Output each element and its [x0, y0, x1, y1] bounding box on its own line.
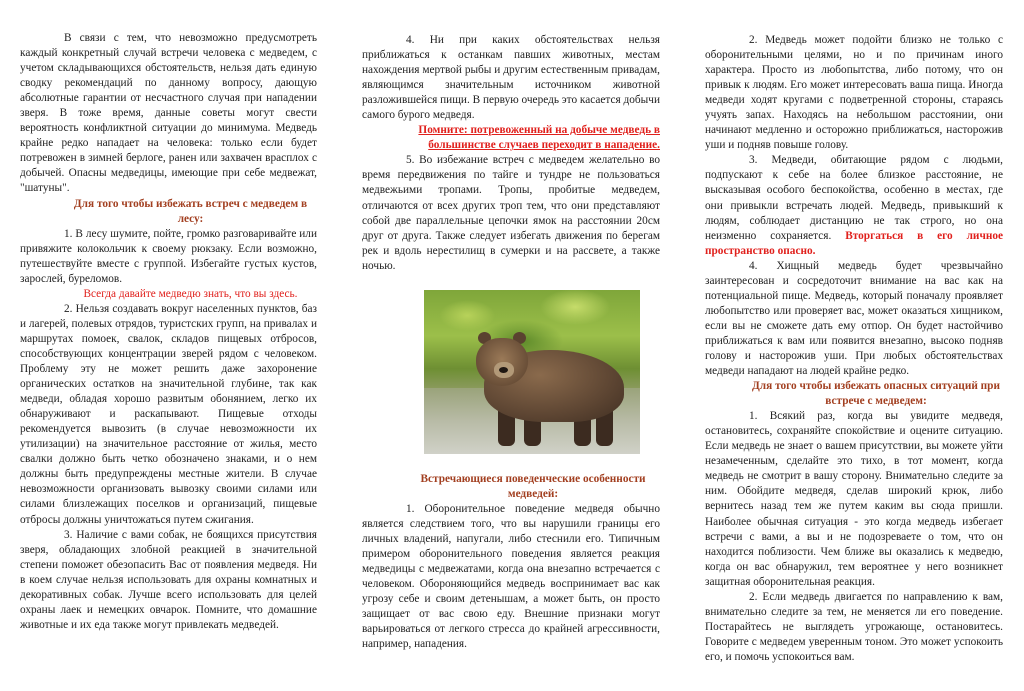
rule-item-2: 2. Нельзя создавать вокруг населенных пунктов, баз и лагерей, полевых отрядов, туристских групп, на привалах и маршрутах помоек, свалок, складов пищевых отбросов, способствующих концентрации зверей рядом с человеком. Проблему эту не может решить даже захоронение органических остатков на значительной глубине, так как медведи, обладая хорошо развитым обонянием, легко их обнаруживают и раскапывают. Пищевые отходы рекомендуется вывозить (в случае невозможности их утилизации) на значительное расстояние от жилья, место свалки должно быть четко обозначено знаками, и о нем должны быть предупреждены местные жители. В случае невозможности организовать вывозку своими силами или силами близлежащих поселков и организаций, пищевые отбросы должны уничтожаться путем сжигания. — [20, 302, 317, 526]
rule-item-1: 1. В лесу шумите, пойте, громко разговаривайте или привяжите колокольчик к своему рюкзаку. Если возможно, путешествуйте вместе с группой. Избегайте густых кустов, зарослей, буреломов. — [20, 227, 317, 285]
behavior-item-1: 1. Оборонительное поведение медведя обычно является следствием того, что вы нарушили границы его личных владений, напугали, либо стеснили его. Типичным примером оборонительного поведения является реакция медведицы с медвежатами, когда она внезапно встречается с человеком. Обороняющийся медведь воспринимает вас как угрозу себе и своим детенышам, а может быть, он просто защищает от вас свою еду. Внешние признаки могут варьироваться от легкого стресса до крайней агрессивности, например, нападения. — [362, 502, 660, 651]
tip-item-1: 1. Всякий раз, когда вы увидите медведя, остановитесь, сохраняйте спокойствие и оцените ситуацию. Если медведь не знает о вашем присутствии, вы можете уйти незамеченным, сделайте это тихо, в тот момент, когда медведь не смотрит в вашу сторону. Внимательно следите за ним. Обойдите медведя, сделав широкий крюк, либо вернитесь назад тем же путем каким вы сюда пришли. Наиболее обычная ситуация - это когда медведь избегает встречи с вами, а вы и не подозреваете о том, что он находится поблизости. Чем ближе вы оказались к медведю, когда он вас обнаружил, тем вероятнее у него возникнет защитная оборонительная реакция. — [705, 410, 1003, 588]
column-left — [20, 31, 317, 633]
rule-item-3: 3. Наличие с вами собак, не боящихся присутствия зверя, обладающих злобной реакцией в значительной степени поможет обезопасить Вас от появления медведя. Ни в коем случае нельзя использовать для охраны комнатных и декоративных собак. Лучше всего использовать для целей охраны лаек и немецких овчарок. Помните, что домашние животные и их еда также могут привлекать медведей. — [20, 528, 317, 631]
column-right — [705, 33, 1003, 665]
bear-nose — [499, 367, 508, 373]
brown-bear-photo — [424, 290, 640, 454]
section-heading-behavior: Встречающиеся поведенческие особенности медведей: — [420, 472, 646, 500]
section-heading-dangerous-situations: Для того чтобы избежать опасных ситуаций при встрече с медведем: — [752, 380, 1000, 408]
personal-space-warning: Вторгаться в его личное пространство опасно. — [705, 229, 1003, 257]
section-heading-forest: Для того чтобы избежать встреч с медведем в лесу: — [73, 197, 308, 225]
tip-item-2: 2. Если медведь двигается по направлению к вам, внимательно следите за тем, не меняется ли его поведение. Постарайтесь не выглядеть угрожающе, остановитесь. Говорите с медведем уверенным тоном. Это может успокоить его, и помочь успокоиться вам. — [705, 590, 1003, 663]
behavior-item-3-text: 3. Медведи, обитающие рядом с людьми, подпускают к себе на более близкое расстояние, не высказывая особого беспокойства, особенно в местах, где они привыкли встречать людей. Медведь, привыкший к людям, соблюдает дистанцию не так строго, но она неизменно сохраняется. — [705, 154, 1003, 242]
intro-paragraph: В связи с тем, что невозможно предусмотреть каждый конкретный случай встречи человека с медведем, с учетом складывающихся обстоятельств, нельзя дать единую сводку рекомендаций по данному вопросу, дающую абсолютные гарантии от несчастного случая при нападении зверя. В тоже время, данные советы могут свести вероятность конфликтной ситуации до минимума. Медведь крайне редко нападает на человека: только если будет потревожен в зимней берлоге, ранен или захвачен врасплох с добычей. Опасны медведицы, имеющие при себе медвежат, "шатуны". — [20, 32, 317, 195]
rule-item-4: 4. Ни при каких обстоятельствах нельзя приближаться к останкам павших животных, местам нахождения мертвой рыбы и другим естественным привадам, являющимся значительным источником животной разложившейся пищи. В первую очередь это касается добычи самого бурого медведя. — [362, 34, 660, 122]
behavior-item-2: 2. Медведь может подойти близко не только с оборонительными целями, но и по причинам иного характера. Просто из любопытства, либо потому, что он привык к людям. Его может интересовать ваша пища. Иногда медведи ходят кругами с подветренной стороны, стараясь учуять запах. Находясь на небольшом расстоянии, они начинают медленно и осторожно приближаться, насторожив уши и подняв повыше голову. — [705, 34, 1003, 152]
column-middle — [362, 33, 660, 652]
behavior-item-4: 4. Хищный медведь будет чрезвычайно заинтересован и сосредоточит внимание на вас как на потенциальной пище. Медведь, который поначалу проявляет любопытство или проверяет вас, может оказаться хищником, если вы не сможете дать ему отпор. Он будет настойчиво приближаться к вам или появится внезапно, высоко подняв голову и насторожив уши. При любых обстоятельствах медведи нападают на людей крайне редко. — [705, 259, 1003, 378]
rule-item-5: 5. Во избежание встреч с медведем желательно во время передвижения по тайге и тундре не пользоваться медвежьими тропами. Тропы, пробитые медведем, отличаются от всех других троп тем, что они представляют собой две параллельные цепочки ямок на расстоянии 20см друг от друга. Также следует избегать движения по берегам рек и вдоль нерестилищ в сумерки и на рассвете, а также ночью. — [362, 154, 660, 272]
red-note: Всегда давайте медведю знать, что вы здесь. — [83, 287, 298, 300]
behavior-item-3 — [705, 153, 1003, 258]
warning-remember: Помните: потревоженный на добыче медведь в большинстве случаев переходит в нападение. — [418, 124, 660, 152]
